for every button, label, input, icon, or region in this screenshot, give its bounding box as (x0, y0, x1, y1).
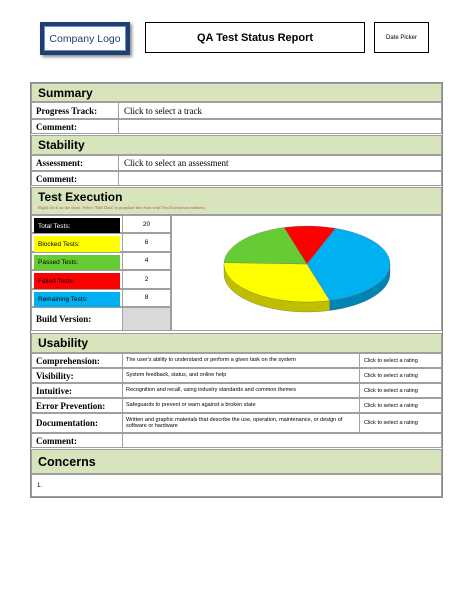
usability-table (31, 353, 442, 433)
stability-heading: Stability (31, 135, 442, 155)
assessment-row (31, 155, 442, 171)
test-stat-value[interactable]: 8 (122, 290, 170, 306)
build-version-label: Build Version: (36, 314, 92, 324)
test-stat-row (31, 289, 171, 307)
usability-comment-input[interactable] (122, 434, 441, 447)
assessment-select[interactable]: Click to select an assessment (118, 156, 441, 170)
progress-track-select[interactable]: Click to select a track (118, 103, 441, 118)
usability-row (31, 413, 442, 433)
stability-comment-label: Comment: (36, 173, 77, 184)
usability-rating-select[interactable]: Click to select a rating (359, 414, 441, 432)
test-execution-note: Right click on the chart. Select 'Edit Data' to populate the chart with Test Execution numbers. (38, 205, 207, 210)
report-title: QA Test Status Report (145, 22, 365, 53)
test-stat-row (31, 252, 171, 270)
usability-rating-select[interactable]: Click to select a rating (359, 399, 441, 412)
summary-comment-label: Comment: (36, 121, 77, 132)
test-stat-value[interactable]: 4 (122, 253, 170, 269)
usability-description: System feedback, status, and online help (122, 369, 359, 382)
test-execution-header (31, 187, 442, 215)
test-stat-value[interactable]: 2 (122, 271, 170, 287)
test-stat-row (31, 233, 171, 251)
usability-row (31, 398, 442, 413)
usability-label: Visibility: (36, 370, 74, 381)
chart-area (171, 215, 442, 331)
progress-track-label: Progress Track: (36, 105, 98, 116)
usability-description: Written and graphic materials that describe the use, operation, maintenance, or design of software or hardware (122, 414, 359, 432)
concerns-item[interactable]: 1. (37, 482, 43, 489)
company-logo (40, 22, 130, 55)
test-stat-value[interactable]: 20 (122, 216, 170, 232)
usability-rating-select[interactable]: Click to select a rating (359, 354, 441, 367)
stability-comment-row (31, 171, 442, 186)
build-version-row (31, 307, 171, 331)
test-stats-table (31, 215, 171, 307)
assessment-label: Assessment: (36, 158, 83, 168)
usability-label: Documentation: (36, 418, 98, 428)
usability-row (31, 353, 442, 368)
test-stat-label: Passed Tests: (34, 255, 120, 271)
usability-description: The user's ability to understand or perform a given task on the system (122, 354, 359, 367)
usability-label: Comprehension: (36, 355, 100, 366)
usability-comment-row (31, 433, 442, 448)
usability-comment-label: Comment: (36, 435, 77, 446)
test-stat-label: Failed Tests: (34, 273, 120, 289)
concerns-row (31, 474, 442, 497)
company-logo-text: Company Logo (44, 26, 126, 51)
test-stat-row (31, 270, 171, 288)
test-stat-value[interactable]: 6 (122, 234, 170, 250)
progress-track-row (31, 102, 442, 119)
build-version-input[interactable] (122, 308, 170, 330)
usability-label: Error Prevention: (36, 400, 106, 411)
test-stat-label: Remaining Tests: (34, 292, 120, 308)
usability-rating-select[interactable]: Click to select a rating (359, 369, 441, 382)
test-stat-label: Total Tests: (34, 218, 120, 234)
test-execution-heading: Test Execution (38, 190, 123, 204)
test-stat-row (31, 215, 171, 233)
test-execution-pie-chart[interactable] (172, 216, 443, 332)
summary-heading: Summary (31, 83, 442, 102)
usability-description: Safeguards to prevent or warn against a broken state (122, 399, 359, 412)
usability-row (31, 368, 442, 383)
test-stat-label: Blocked Tests: (34, 236, 120, 252)
usability-description: Recognition and recall, using industry standards and common themes (122, 384, 359, 397)
usability-heading: Usability (31, 333, 442, 353)
concerns-heading: Concerns (31, 449, 442, 474)
stability-comment-input[interactable] (118, 172, 441, 185)
summary-comment-row (31, 119, 442, 134)
usability-rating-select[interactable]: Click to select a rating (359, 384, 441, 397)
usability-row (31, 383, 442, 398)
date-picker[interactable]: Date Picker (374, 22, 429, 53)
usability-label: Intuitive: (36, 385, 72, 396)
summary-comment-input[interactable] (118, 120, 441, 133)
